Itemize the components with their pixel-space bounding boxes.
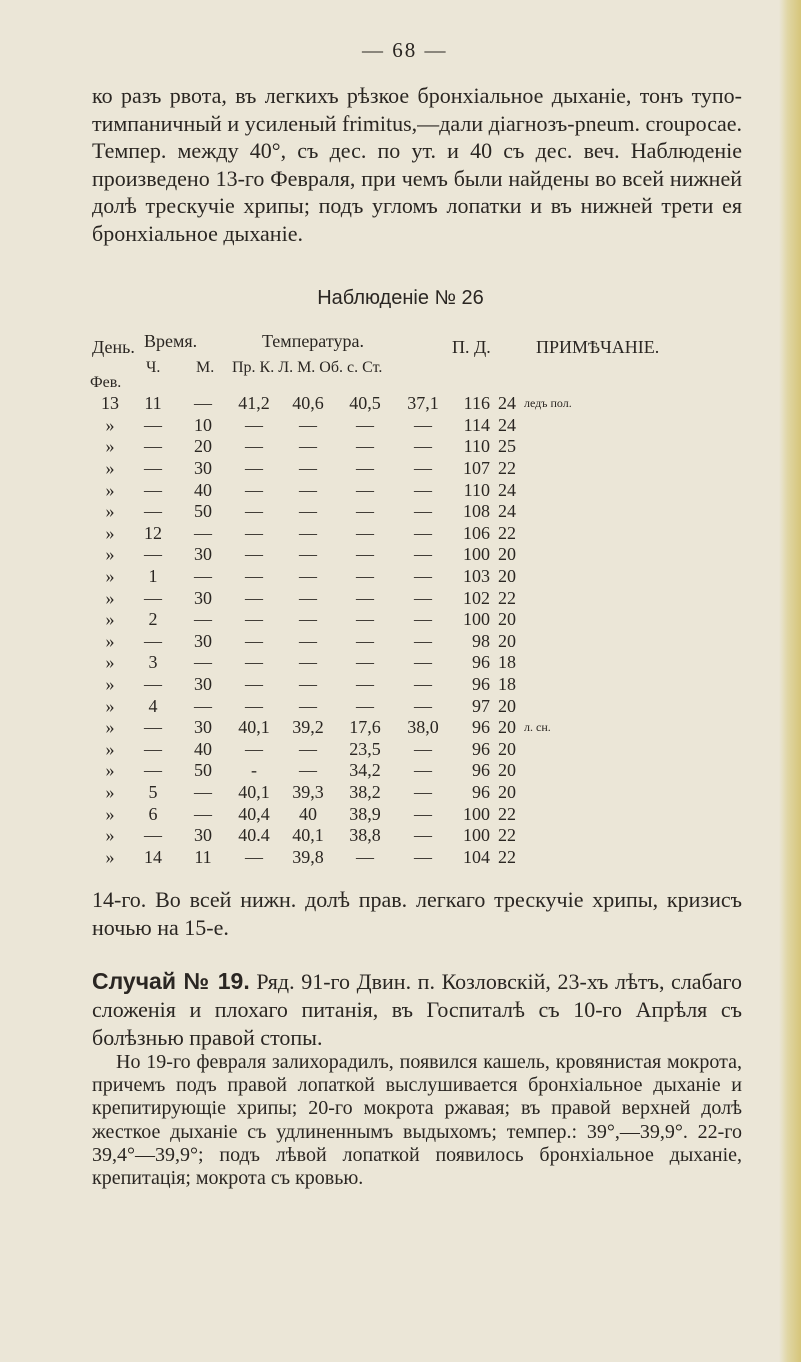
cell-t3: 23,5 bbox=[349, 738, 381, 759]
cell-t1: 41,2 bbox=[238, 393, 270, 414]
cell-note bbox=[524, 846, 572, 868]
cell-day: » bbox=[105, 587, 115, 608]
page-number: — 68 — bbox=[362, 38, 448, 62]
cell-t2: — bbox=[299, 630, 317, 651]
cell-t2: — bbox=[299, 587, 317, 608]
cell-day: » bbox=[105, 414, 115, 435]
cell-t1: — bbox=[245, 738, 263, 759]
cell-p: 110 bbox=[463, 479, 490, 500]
cell-note bbox=[524, 695, 572, 717]
cell-h: 6 bbox=[148, 803, 158, 824]
cell-t1: — bbox=[245, 630, 263, 651]
cell-t4: — bbox=[414, 781, 432, 802]
cell-t3: — bbox=[356, 630, 374, 651]
cell-m: 30 bbox=[194, 544, 212, 565]
cell-h: — bbox=[144, 674, 162, 695]
cell-r: 24 bbox=[498, 479, 516, 500]
cell-m: 10 bbox=[194, 414, 212, 435]
cell-t2: — bbox=[299, 674, 317, 695]
cell-m: — bbox=[194, 566, 212, 587]
cell-t1: — bbox=[245, 566, 263, 587]
cell-note bbox=[524, 674, 572, 696]
cell-m: 30 bbox=[194, 458, 212, 479]
cell-note bbox=[524, 436, 572, 458]
cell-m: — bbox=[194, 522, 212, 543]
cell-t4: — bbox=[414, 760, 432, 781]
cell-day: » bbox=[105, 846, 115, 867]
cell-p: 114 bbox=[463, 414, 490, 435]
cell-day: » bbox=[105, 630, 115, 651]
cell-h: 4 bbox=[148, 695, 158, 716]
cell-t1: - bbox=[251, 760, 257, 781]
cell-t3: — bbox=[356, 566, 374, 587]
cell-t3: — bbox=[356, 674, 374, 695]
header-temp-cols: Пр. К. Л. М. Об. с. Ст. bbox=[232, 359, 383, 376]
cell-r: 18 bbox=[498, 674, 516, 695]
table-row bbox=[92, 458, 572, 480]
cell-t2: — bbox=[299, 479, 317, 500]
cell-h: — bbox=[144, 501, 162, 522]
table-row bbox=[92, 415, 572, 437]
cell-p: 98 bbox=[472, 630, 490, 651]
cell-m: — bbox=[194, 393, 212, 414]
cell-p: 100 bbox=[463, 825, 490, 846]
cell-t2: — bbox=[299, 436, 317, 457]
cell-t4: — bbox=[414, 544, 432, 565]
cell-r: 22 bbox=[498, 803, 516, 824]
cell-p: 102 bbox=[463, 587, 490, 608]
cell-t1: — bbox=[245, 609, 263, 630]
cell-p: 110 bbox=[463, 436, 490, 457]
table-row bbox=[92, 631, 572, 653]
cell-m: — bbox=[194, 781, 212, 802]
cell-t1: — bbox=[245, 652, 263, 673]
cell-t2: 40 bbox=[299, 803, 317, 824]
cell-t3: — bbox=[356, 501, 374, 522]
cell-r: 20 bbox=[498, 609, 516, 630]
table-row bbox=[92, 674, 572, 696]
cell-m: 30 bbox=[194, 717, 212, 738]
table-row bbox=[92, 501, 572, 523]
cell-day: » bbox=[105, 652, 115, 673]
cell-p: 106 bbox=[463, 522, 490, 543]
cell-m: 11 bbox=[194, 846, 212, 867]
cell-p: 104 bbox=[463, 846, 490, 867]
cell-t1: 40,1 bbox=[238, 717, 270, 738]
header-temperature: Температура. bbox=[262, 331, 364, 351]
table-row bbox=[92, 782, 572, 804]
cell-r: 22 bbox=[498, 522, 516, 543]
cell-t2: 39,2 bbox=[292, 717, 324, 738]
cell-t2: — bbox=[299, 501, 317, 522]
cell-r: 25 bbox=[498, 436, 516, 457]
cell-r: 20 bbox=[498, 760, 516, 781]
cell-t2: — bbox=[299, 609, 317, 630]
cell-p: 116 bbox=[463, 393, 490, 414]
cell-t3: — bbox=[356, 652, 374, 673]
cell-note bbox=[524, 631, 572, 653]
table-row bbox=[92, 609, 572, 631]
cell-p: 96 bbox=[472, 652, 490, 673]
intro-paragraph: ко разъ рвота, въ легкихъ рѣзкое бронхіальное дыханіе, тонъ тупо-тимпаничный и усиленый frimitus,—дали діагнозъ-pneum. croupосae. Темпер. между 40°, съ дес. по ут. и 40 съ дес. веч. Наблюденіе произведено 13-го Февраля, при чемъ были найдены во всей нижней долѣ трескучіе хрипы; подъ угломъ лопатки и въ нижней трети ея бронхіальное дыханіе. bbox=[92, 83, 742, 246]
cell-m: 40 bbox=[194, 738, 212, 759]
cell-t3: — bbox=[356, 436, 374, 457]
table-row bbox=[92, 544, 572, 566]
cell-t2: — bbox=[299, 738, 317, 759]
case-body: Но 19-го февраля залихорадилъ, появился кашель, кровянистая мокрота, причемъ подъ правой лопаткой выслушивается бронхіальное дыханіе и крепитирующіе хрипы; 20-го мокрота ржавая; въ правой верхней долѣ жесткое дыханіе съ удлиненнымъ выдыхомъ; темпер.: 39°,—39,9°. 22-го 39,4°—39,9°; подъ лѣвой лопаткой появилось бронхіальное дыханіе, крепитація; мокрота съ кровью. bbox=[92, 1051, 742, 1190]
cell-day: » bbox=[105, 544, 115, 565]
cell-h: — bbox=[144, 825, 162, 846]
cell-t2: — bbox=[299, 695, 317, 716]
cell-note bbox=[524, 479, 572, 501]
cell-t1: — bbox=[245, 436, 263, 457]
cell-r: 22 bbox=[498, 846, 516, 867]
cell-note bbox=[524, 523, 572, 545]
cell-t2: — bbox=[299, 522, 317, 543]
cell-r: 24 bbox=[498, 501, 516, 522]
cell-t2: — bbox=[299, 652, 317, 673]
case-heading: Случай № 19. bbox=[92, 968, 250, 994]
cell-h: — bbox=[144, 587, 162, 608]
cell-m: 30 bbox=[194, 825, 212, 846]
cell-day: » bbox=[105, 738, 115, 759]
cell-m: — bbox=[194, 695, 212, 716]
table-row bbox=[92, 479, 572, 501]
cell-r: 22 bbox=[498, 587, 516, 608]
cell-p: 100 bbox=[463, 803, 490, 824]
case-intro bbox=[92, 967, 742, 1052]
cell-t3: — bbox=[356, 479, 374, 500]
cell-m: 50 bbox=[194, 501, 212, 522]
cell-t3: — bbox=[356, 458, 374, 479]
cell-note bbox=[524, 587, 572, 609]
cell-h: 2 bbox=[148, 609, 158, 630]
table-row bbox=[92, 803, 572, 825]
cell-day: » bbox=[105, 781, 115, 802]
cell-h: 3 bbox=[148, 652, 158, 673]
cell-h: — bbox=[144, 630, 162, 651]
cell-t4: — bbox=[414, 695, 432, 716]
observation-table-body bbox=[92, 393, 572, 868]
cell-r: 20 bbox=[498, 630, 516, 651]
cell-r: 20 bbox=[498, 781, 516, 802]
cell-day: » bbox=[105, 695, 115, 716]
table-row bbox=[92, 652, 572, 674]
cell-p: 108 bbox=[463, 501, 490, 522]
cell-day: » bbox=[105, 522, 115, 543]
cell-h: — bbox=[144, 717, 162, 738]
cell-t4: 38,0 bbox=[407, 717, 439, 738]
cell-day: » bbox=[105, 479, 115, 500]
cell-m: 30 bbox=[194, 674, 212, 695]
table-row bbox=[92, 825, 572, 847]
cell-t2: 39,3 bbox=[292, 781, 324, 802]
cell-t4: — bbox=[414, 436, 432, 457]
cell-h: 5 bbox=[148, 781, 158, 802]
cell-m: 20 bbox=[194, 436, 212, 457]
cell-note bbox=[524, 501, 572, 523]
cell-day: » bbox=[105, 760, 115, 781]
cell-m: 40 bbox=[194, 479, 212, 500]
cell-p: 96 bbox=[472, 717, 490, 738]
cell-note bbox=[524, 544, 572, 566]
cell-p: 96 bbox=[472, 674, 490, 695]
cell-t3: — bbox=[356, 609, 374, 630]
cell-t1: 40,4 bbox=[238, 803, 270, 824]
cell-m: 30 bbox=[194, 587, 212, 608]
cell-t4: — bbox=[414, 825, 432, 846]
cell-t2: — bbox=[299, 414, 317, 435]
cell-p: 96 bbox=[472, 781, 490, 802]
cell-t2: — bbox=[299, 760, 317, 781]
cell-day: » bbox=[105, 674, 115, 695]
table-row bbox=[92, 695, 572, 717]
cell-h: — bbox=[144, 760, 162, 781]
cell-h: — bbox=[144, 544, 162, 565]
cell-t3: — bbox=[356, 587, 374, 608]
cell-note bbox=[524, 415, 572, 437]
cell-h: — bbox=[144, 479, 162, 500]
cell-note: л. сн. bbox=[524, 720, 551, 735]
table-row bbox=[92, 587, 572, 609]
cell-r: 18 bbox=[498, 652, 516, 673]
cell-m: — bbox=[194, 609, 212, 630]
table-row bbox=[92, 566, 572, 588]
cell-t4: — bbox=[414, 414, 432, 435]
header-time: Время. bbox=[144, 331, 198, 351]
cell-m: — bbox=[194, 652, 212, 673]
cell-t3: — bbox=[356, 846, 374, 867]
table-row bbox=[92, 393, 572, 415]
cell-r: 20 bbox=[498, 717, 516, 738]
cell-p: 100 bbox=[463, 609, 490, 630]
cell-t2: — bbox=[299, 566, 317, 587]
cell-t4: — bbox=[414, 630, 432, 651]
cell-note bbox=[524, 760, 572, 782]
cell-r: 22 bbox=[498, 458, 516, 479]
cell-p: 100 bbox=[463, 544, 490, 565]
cell-day: » bbox=[105, 609, 115, 630]
header-day: День. bbox=[92, 337, 135, 357]
cell-t4: — bbox=[414, 501, 432, 522]
cell-t1: — bbox=[245, 479, 263, 500]
cell-t1: — bbox=[245, 522, 263, 543]
cell-t3: 34,2 bbox=[349, 760, 381, 781]
observation-table bbox=[92, 393, 572, 868]
cell-t4: — bbox=[414, 522, 432, 543]
cell-note bbox=[524, 803, 572, 825]
cell-t1: — bbox=[245, 695, 263, 716]
cell-t4: — bbox=[414, 458, 432, 479]
cell-day: » bbox=[105, 717, 115, 738]
cell-r: 24 bbox=[498, 414, 516, 435]
table-row bbox=[92, 739, 572, 761]
cell-p: 96 bbox=[472, 760, 490, 781]
header-month: Фев. bbox=[90, 374, 122, 391]
cell-r: 20 bbox=[498, 566, 516, 587]
cell-t1: — bbox=[245, 674, 263, 695]
cell-m: 30 bbox=[194, 630, 212, 651]
cell-note bbox=[524, 652, 572, 674]
cell-t3: — bbox=[356, 414, 374, 435]
table-row bbox=[92, 717, 572, 739]
cell-r: 24 bbox=[498, 393, 516, 414]
cell-t1: — bbox=[245, 501, 263, 522]
cell-t1: — bbox=[245, 544, 263, 565]
cell-h: 1 bbox=[148, 566, 158, 587]
header-remarks: ПРИМѢЧАНІЕ. bbox=[536, 337, 660, 357]
cell-p: 96 bbox=[472, 738, 490, 759]
cell-t3: — bbox=[356, 695, 374, 716]
cell-day: » bbox=[105, 436, 115, 457]
cell-h: — bbox=[144, 738, 162, 759]
cell-r: 20 bbox=[498, 695, 516, 716]
cell-m: — bbox=[194, 803, 212, 824]
cell-m: 50 bbox=[194, 760, 212, 781]
cell-p: 97 bbox=[472, 695, 490, 716]
cell-h: — bbox=[144, 414, 162, 435]
table-row bbox=[92, 436, 572, 458]
cell-h: — bbox=[144, 436, 162, 457]
header-pulse-resp: П. Д. bbox=[452, 337, 491, 357]
cell-day: 13 bbox=[101, 393, 119, 414]
cell-note bbox=[524, 782, 572, 804]
cell-t4: — bbox=[414, 609, 432, 630]
cell-day: » bbox=[105, 458, 115, 479]
cell-t1: — bbox=[245, 846, 263, 867]
cell-t2: — bbox=[299, 458, 317, 479]
cell-r: 20 bbox=[498, 544, 516, 565]
cell-h: 12 bbox=[144, 522, 162, 543]
cell-r: 22 bbox=[498, 825, 516, 846]
table-row bbox=[92, 846, 572, 868]
cell-t3: 38,8 bbox=[349, 825, 381, 846]
cell-t4: — bbox=[414, 738, 432, 759]
cell-t4: — bbox=[414, 674, 432, 695]
cell-t4: — bbox=[414, 652, 432, 673]
cell-h: 11 bbox=[144, 393, 162, 414]
cell-t4: — bbox=[414, 566, 432, 587]
cell-t1: 40.4 bbox=[238, 825, 270, 846]
cell-note bbox=[524, 566, 572, 588]
cell-t2: 40,1 bbox=[292, 825, 324, 846]
cell-t4: — bbox=[414, 846, 432, 867]
cell-note: ледъ пол. bbox=[524, 396, 572, 411]
cell-t4: 37,1 bbox=[407, 393, 439, 414]
cell-t3: — bbox=[356, 522, 374, 543]
cell-note bbox=[524, 739, 572, 761]
cell-day: » bbox=[105, 803, 115, 824]
cell-r: 20 bbox=[498, 738, 516, 759]
cell-note bbox=[524, 825, 572, 847]
cell-t1: 40,1 bbox=[238, 781, 270, 802]
cell-t3: 17,6 bbox=[349, 717, 381, 738]
after-table-note: 14-го. Во всей нижн. долѣ прав. легкаго трескучіе хрипы, кризисъ ночью на 15-е. bbox=[92, 887, 742, 940]
cell-t4: — bbox=[414, 479, 432, 500]
cell-day: » bbox=[105, 566, 115, 587]
observation-title: Наблюденіе № 26 bbox=[317, 287, 484, 309]
header-hours: Ч. bbox=[146, 359, 161, 376]
cell-t2: — bbox=[299, 544, 317, 565]
cell-t2: 40,6 bbox=[292, 393, 324, 414]
cell-note bbox=[524, 458, 572, 480]
header-minutes: М. bbox=[196, 359, 215, 376]
cell-note bbox=[524, 609, 572, 631]
cell-t1: — bbox=[245, 414, 263, 435]
cell-t4: — bbox=[414, 587, 432, 608]
cell-h: 14 bbox=[144, 846, 162, 867]
cell-t2: 39,8 bbox=[292, 846, 324, 867]
cell-p: 107 bbox=[463, 458, 490, 479]
cell-t3: 38,9 bbox=[349, 803, 381, 824]
cell-t1: — bbox=[245, 587, 263, 608]
cell-t3: 38,2 bbox=[349, 781, 381, 802]
cell-day: » bbox=[105, 825, 115, 846]
cell-p: 103 bbox=[463, 566, 490, 587]
cell-t1: — bbox=[245, 458, 263, 479]
case-intro-text: Ряд. 91-го Двин. п. Козловскій, 23-хъ лѣтъ, слабаго сложенія и плохаго питанія, въ Госпиталѣ съ 10-го Апрѣля съ болѣзнью правой стопы. bbox=[92, 969, 743, 1050]
page-edge bbox=[779, 0, 801, 1362]
cell-t3: — bbox=[356, 544, 374, 565]
table-row bbox=[92, 523, 572, 545]
table-row bbox=[92, 760, 572, 782]
cell-h: — bbox=[144, 458, 162, 479]
cell-t3: 40,5 bbox=[349, 393, 381, 414]
cell-day: » bbox=[105, 501, 115, 522]
cell-t4: — bbox=[414, 803, 432, 824]
